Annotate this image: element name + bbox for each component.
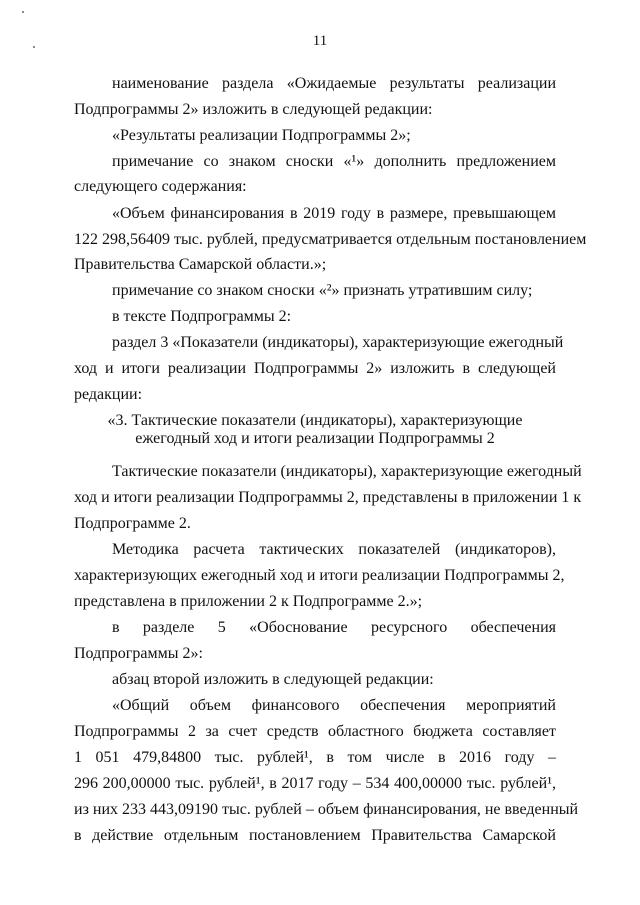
text-line: Правительства Самарской области.»; bbox=[74, 256, 327, 273]
text-line: Тактические показатели (индикаторы), характеризующие ежегодный bbox=[112, 463, 582, 480]
section-heading-line: ежегодный ход и итоги реализации Подпрограммы 2 bbox=[135, 430, 495, 447]
text-line: Методика расчета тактических показателей (индикаторов), bbox=[112, 541, 556, 558]
text-line: 296 200,00000 тыс. рублей¹, в 2017 году – 534 400,00000 тыс. рублей¹, bbox=[74, 775, 556, 792]
text-line: абзац второй изложить в следующей редакции: bbox=[112, 671, 434, 688]
text-line: примечание со знаком сноски «¹» дополнить предложением bbox=[112, 153, 556, 170]
text-line: «Объем финансирования в 2019 году в размере, превышающем bbox=[112, 205, 556, 222]
text-line: в тексте Подпрограммы 2: bbox=[112, 308, 292, 325]
page-number: 11 bbox=[312, 33, 328, 49]
text-line: следующего содержания: bbox=[74, 178, 247, 195]
text-line: «Результаты реализации Подпрограммы 2»; bbox=[112, 127, 411, 144]
text-line: Подпрограммы 2»: bbox=[74, 645, 203, 662]
text-line: Подпрограмме 2. bbox=[74, 515, 191, 532]
text-line: в действие отдельным постановлением Правительства Самарской bbox=[74, 827, 556, 844]
text-line: представлена в приложении 2 к Подпрограмме 2.»; bbox=[74, 593, 423, 610]
text-line: наименование раздела «Ожидаемые результаты реализации bbox=[112, 75, 556, 92]
text-line: редакции: bbox=[74, 386, 143, 403]
text-line: ход и итоги реализации Подпрограммы 2, представлены в приложении 1 к bbox=[74, 489, 582, 506]
text-line: 1 051 479,84800 тыс. рублей¹, в том числе в 2016 году – bbox=[74, 749, 556, 766]
text-line: «Общий объем финансового обеспечения мероприятий bbox=[112, 697, 556, 714]
scan-speck bbox=[22, 11, 24, 13]
text-line: 122 298,56409 тыс. рублей, предусматривается отдельным постановлением bbox=[74, 231, 587, 248]
text-line: из них 233 443,09190 тыс. рублей – объем финансирования, не введенный bbox=[74, 801, 579, 818]
text-line: Подпрограммы 2» изложить в следующей редакции: bbox=[74, 101, 433, 118]
text-line: примечание со знаком сноски «²» признать утратившим силу; bbox=[112, 282, 533, 299]
text-line: характеризующих ежегодный ход и итоги реализации Подпрограммы 2, bbox=[74, 567, 565, 584]
text-line: раздел 3 «Показатели (индикаторы), характеризующие ежегодный bbox=[112, 334, 564, 351]
text-line: Подпрограммы 2 за счет средств областного бюджета составляет bbox=[74, 723, 556, 740]
section-heading-line: «3. Тактические показатели (индикаторы), характеризующие bbox=[107, 412, 523, 429]
text-line: ход и итоги реализации Подпрограммы 2» изложить в следующей bbox=[74, 360, 556, 377]
text-line: в разделе 5 «Обоснование ресурсного обеспечения bbox=[112, 619, 556, 636]
